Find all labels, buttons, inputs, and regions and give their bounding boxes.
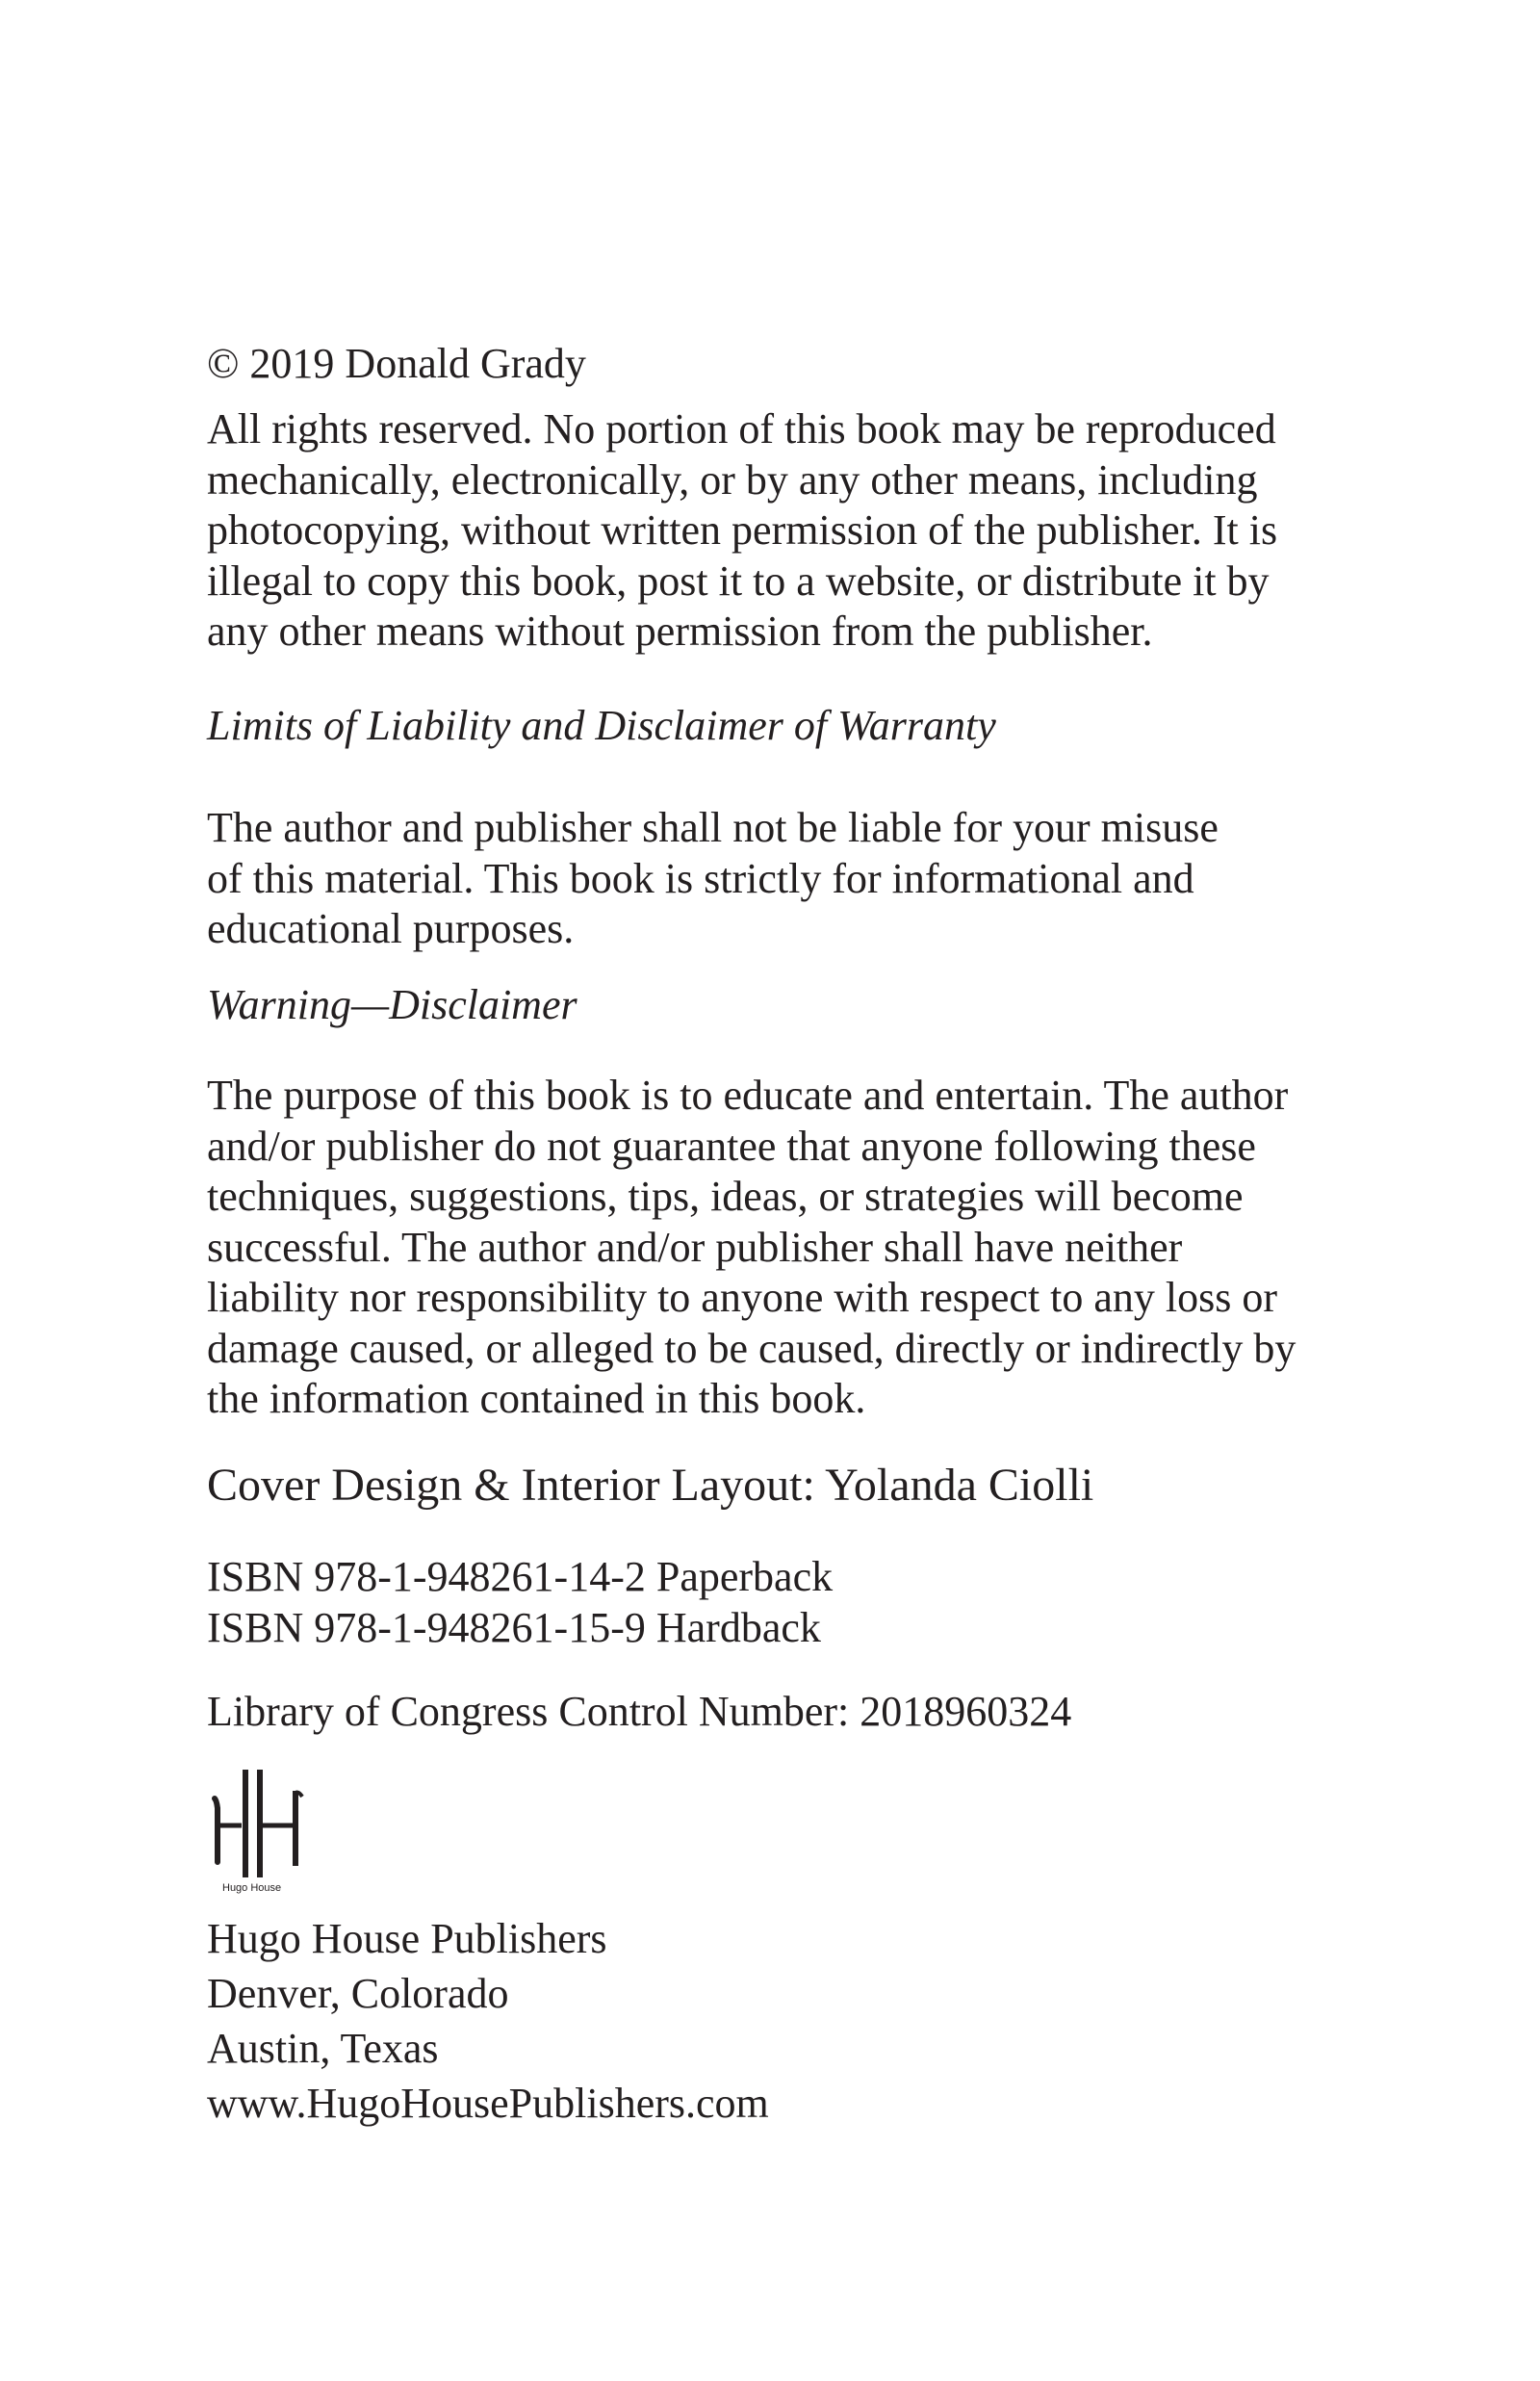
liability-line: educational purposes.	[207, 905, 575, 952]
warning-line: and/or publisher do not guarantee that anyone following these	[207, 1122, 1256, 1170]
hugo-house-logo-mark	[207, 1770, 313, 1885]
warning-line: The purpose of this book is to educate and entertain. The author	[207, 1072, 1289, 1119]
isbn-paperback: ISBN 978-1-948261-14-2 Paperback	[207, 1553, 834, 1600]
warning-heading: Warning—Disclaimer	[207, 981, 578, 1028]
liability-heading: Limits of Liability and Disclaimer of Warranty	[207, 702, 996, 749]
publisher-website: www.HugoHousePublishers.com	[207, 2080, 769, 2127]
warning-line: the information contained in this book.	[207, 1375, 866, 1422]
warning-line: successful. The author and/or publisher shall have neither	[207, 1223, 1183, 1271]
hugo-house-logo-icon	[207, 1770, 313, 1897]
warning-line: damage caused, or alleged to be caused, directly or indirectly by	[207, 1324, 1296, 1372]
isbn-hardback: ISBN 978-1-948261-15-9 Hardback	[207, 1603, 821, 1651]
logo-caption: Hugo House	[222, 1882, 282, 1894]
publisher-city-austin: Austin, Texas	[207, 2025, 439, 2072]
liability-line: of this material. This book is strictly for informational and	[207, 854, 1194, 902]
copyright-page	[207, 0, 1410, 2381]
warning-paragraph	[207, 1071, 1296, 1425]
publisher-city-denver: Denver, Colorado	[207, 1970, 509, 2017]
rights-line: mechanically, electronically, or by any other means, including	[207, 455, 1258, 504]
rights-line: any other means without permission from the publisher.	[207, 608, 1153, 655]
copyright-notice: © 2019 Donald Grady	[207, 340, 586, 387]
publisher-name: Hugo House Publishers	[207, 1915, 607, 1962]
rights-reserved-paragraph	[207, 404, 1277, 658]
liability-line: The author and publisher shall not be liable for your misuse	[207, 804, 1219, 851]
warning-line: liability nor responsibility to anyone with respect to any loss or	[207, 1274, 1278, 1321]
library-of-congress-number: Library of Congress Control Number: 2018960324	[207, 1688, 1072, 1735]
rights-line: photocopying, without written permission of the publisher. It is	[207, 506, 1278, 554]
publisher-info	[207, 1911, 769, 2131]
isbn-list	[207, 1552, 833, 1653]
warning-line: techniques, suggestions, tips, ideas, or strategies will become	[207, 1173, 1244, 1220]
liability-paragraph	[207, 803, 1219, 955]
rights-line: All rights reserved. No portion of this book may be reproduced	[207, 405, 1276, 453]
rights-line: illegal to copy this book, post it to a website, or distribute it by	[207, 556, 1270, 605]
design-credits: Cover Design & Interior Layout: Yolanda Ciolli	[207, 1460, 1094, 1511]
